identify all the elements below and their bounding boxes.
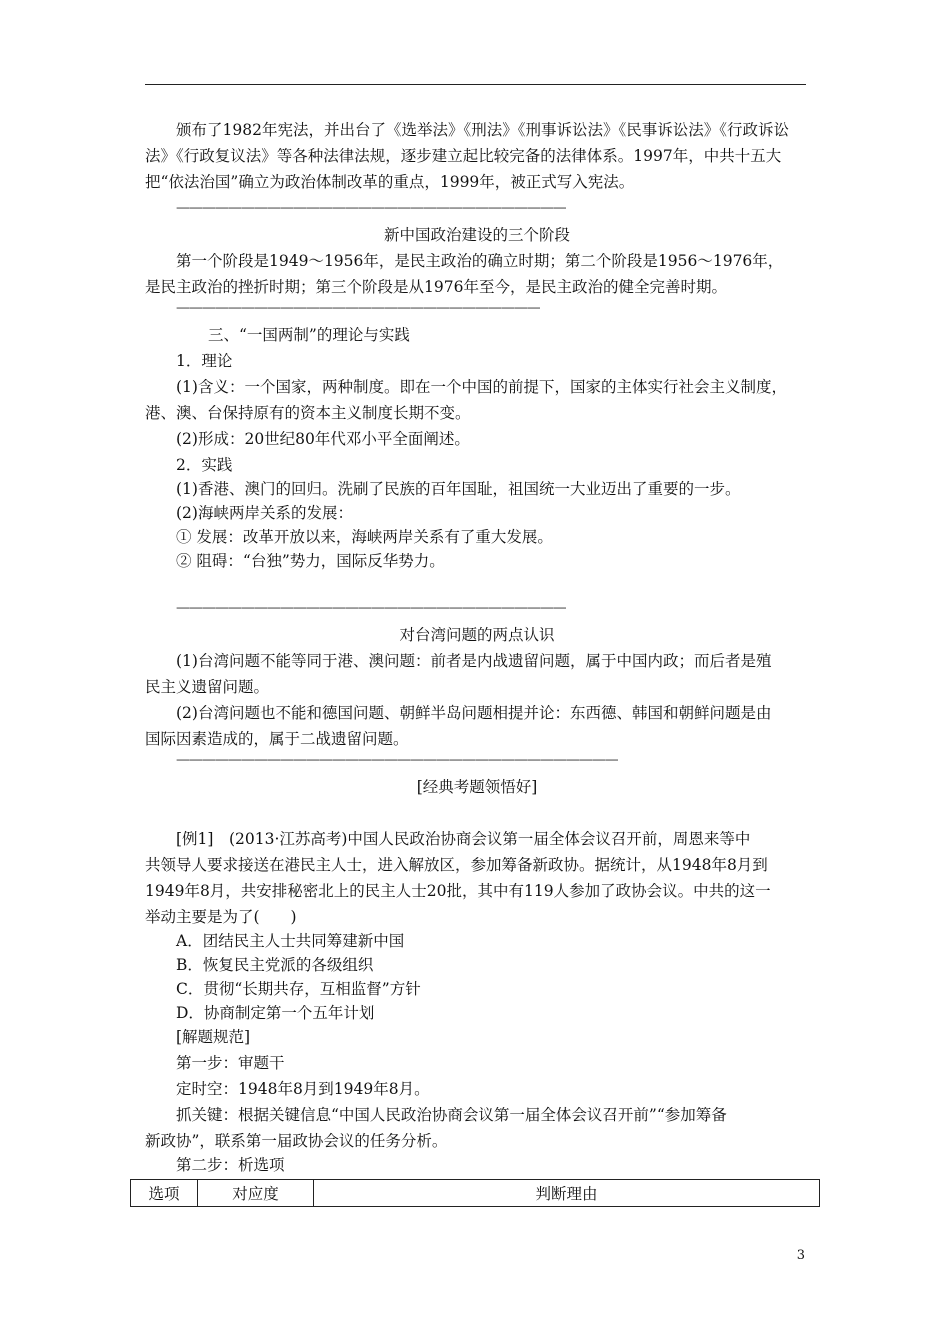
para-line: (1)含义：一个国家，两种制度。即在一个中国的前提下，国家的主体实行社会主义制度， xyxy=(176,378,787,396)
example-line: [例1] (2013·江苏高考)中国人民政治协商会议第一届全体会议召开前，周恩来等中 xyxy=(176,830,751,848)
para-line: (2)海峡两岸关系的发展： xyxy=(176,504,353,522)
para-line: 颁布了1982年宪法，并出台了《选举法》《刑法》《刑事诉讼法》《民事诉讼法》《行政诉讼 xyxy=(176,121,789,139)
para-line: 第一个阶段是1949～1956年，是民主政治的确立时期；第二个阶段是1956～1976年， xyxy=(176,252,784,270)
para-line: 港、澳、台保持原有的资本主义制度长期不变。 xyxy=(145,404,471,422)
option-b: B．恢复民主党派的各级组织 xyxy=(176,956,374,974)
divider: ———————————————————————————— xyxy=(176,300,540,316)
option-c: C．贯彻“长期共存，互相监督”方针 xyxy=(176,980,421,998)
box-title: 新中国政治建设的三个阶段 xyxy=(383,226,570,244)
page-number: 3 xyxy=(796,1248,805,1263)
para-line: (2)形成：20世纪80年代邓小平全面阐述。 xyxy=(176,430,470,448)
table-header-cell: 对应度 xyxy=(198,1180,314,1207)
para-line: 法》《行政复议法》等各种法律法规，逐步建立起比较完备的法律体系。1997年，中共十五大 xyxy=(145,147,782,165)
para-line: ② 阻碍：“台独”势力，国际反华势力。 xyxy=(176,552,445,570)
para-line: (1)台湾问题不能等同于港、澳问题：前者是内战遗留问题，属于中国内政；而后者是殖 xyxy=(176,652,772,670)
example-line: 举动主要是为了( ) xyxy=(145,908,297,926)
analysis-table xyxy=(130,1179,820,1207)
divider: —————————————————————————————— xyxy=(176,600,566,616)
para-line: ① 发展：改革开放以来，海峡两岸关系有了重大发展。 xyxy=(176,528,553,546)
para-line: 国际因素造成的，属于二战遗留问题。 xyxy=(145,730,409,748)
option-a: A．团结民主人士共同筹建新中国 xyxy=(176,932,405,950)
step-heading: 第一步：审题干 xyxy=(176,1054,285,1072)
subheading: 2．实践 xyxy=(176,456,233,474)
header-rule xyxy=(145,84,806,85)
step-heading: 第二步：析选项 xyxy=(176,1156,285,1174)
para-line: (1)香港、澳门的回归。洗刷了民族的百年国耻，祖国统一大业迈出了重要的一步。 xyxy=(176,480,741,498)
para-line: 民主义遗留问题。 xyxy=(145,678,270,696)
box-title: 对台湾问题的两点认识 xyxy=(399,626,555,644)
para-line: 新政协”，联系第一届政协会议的任务分析。 xyxy=(145,1132,448,1150)
table-header-row xyxy=(131,1180,820,1207)
section-heading: 三、“一国两制”的理论与实践 xyxy=(208,326,410,344)
para-line: 定时空：1948年8月到1949年8月。 xyxy=(176,1080,430,1098)
divider: —————————————————————————————— xyxy=(176,200,566,216)
para-line: 是民主政治的挫折时期；第三个阶段是从1976年至今，是民主政治的健全完善时期。 xyxy=(145,278,727,296)
para-line: (2)台湾问题也不能和德国问题、朝鲜半岛问题相提并论：东西德、韩国和朝鲜问题是由 xyxy=(176,704,772,722)
para-line: 抓关键：根据关键信息“中国人民政治协商会议第一届全体会议召开前”“参加筹备 xyxy=(176,1106,727,1124)
table-header-cell: 判断理由 xyxy=(314,1180,820,1207)
example-line: 1949年8月，共安排秘密北上的民主人士20批，其中有119人参加了政协会议。中共的这一 xyxy=(145,882,771,900)
solution-label: [解题规范] xyxy=(176,1028,251,1046)
option-d: D．协商制定第一个五年计划 xyxy=(176,1004,375,1022)
divider: —————————————————————————————————— xyxy=(176,752,618,768)
section-label: [经典考题领悟好] xyxy=(416,778,538,796)
subheading: 1．理论 xyxy=(176,352,233,370)
table-header-cell: 选项 xyxy=(131,1180,198,1207)
example-line: 共领导人要求接送在港民主人士，进入解放区，参加筹备新政协。据统计，从1948年8月到 xyxy=(145,856,768,874)
para-line: 把“依法治国”确立为政治体制改革的重点，1999年，被正式写入宪法。 xyxy=(145,173,635,191)
